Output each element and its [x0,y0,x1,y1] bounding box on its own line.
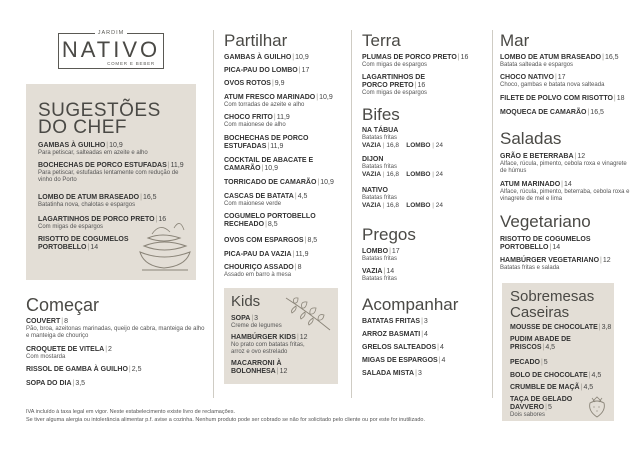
sugestoes-item-5: RISOTTO DE COGUMELOS PORTOBELLO|14 [38,236,129,251]
terra-title: Terra [362,31,401,50]
comecar-title: Começar [26,295,100,315]
acompanhar-item-1: BATATAS FRITAS|3 [362,318,428,325]
divider-1 [213,30,214,398]
comecar-item-4: SOPA DO DIA|3,5 [26,380,86,387]
sobremesas-title-2: Caseiras [510,304,570,321]
kids-item-3: MACARRONI À BOLONHESA|12 [231,360,288,375]
partilhar-item-11: OVOS COM ESPARGOS|8,5 [224,237,318,244]
divider-2 [351,30,352,398]
acompanhar-item-5: SALADA MISTA|3 [362,370,422,377]
partilhar-item-3: OVOS ROTOS|9,9 [224,80,285,87]
partilhar-item-2: PICA-PAU DO LOMBO|17 [224,67,310,74]
comecar-item-2: CROQUETE DE VITELA|2 Com mostarda [26,346,112,360]
pregos-item-2: VAZIA|14 Batatas fritas [362,268,398,282]
partilhar-item-6: BOCHECHAS DE PORCO ESTUFADAS|11,9 [224,135,309,150]
sobremesas-title-1: Sobremesas [510,288,595,305]
acompanhar-item-4: MIGAS DE ESPARGOS|4 [362,357,446,364]
sobremesas-item-2: PUDIM ABADE DE PRISCOS|4,5 [510,336,571,351]
sugestoes-title-1: SUGESTÕES [38,100,161,121]
sobremesas-item-4: BOLO DE CHOCOLATE|4,5 [510,372,602,379]
kids-item-1: SOPA|3 Creme de legumes [231,315,282,329]
partilhar-item-5: CHOCO FRITO|11,9 Com maionese de alho [224,114,290,128]
mar-item-1: LOMBO DE ATUM BRASEADO|16,5 Batata salteada e espargos [500,54,619,68]
mar-item-2: CHOCO NATIVO|17 Choco, gambas e batata nova salteada [500,74,605,88]
partilhar-item-1: GAMBAS À GUILHO|10,9 [224,54,309,61]
mar-title: Mar [500,31,530,50]
brand-name: NATIVO [61,37,161,62]
brand-small: JARDIM [59,30,163,36]
sugestoes-item-3: LOMBO DE ATUM BRASEADO|16,5 Batatinha nova, chalotas e espargos [38,194,157,208]
sugestoes-item-1: GAMBAS À GUILHO|10,9 Para petiscar, salteadas em azeite e alho [38,142,148,156]
kids-item-2: HAMBÚRGER KIDS|12 No prato com batatas fritas, arroz e ovo estrelado [231,334,308,355]
pregos-title: Pregos [362,225,416,244]
acompanhar-item-2: ARROZ BASMATI|4 [362,331,428,338]
pregos-item-1: LOMBO|17 Batatas fritas [362,248,400,262]
sobremesas-item-3: PECADO|5 [510,359,548,366]
saladas-item-1: GRÃO E BETERRABA|12 Alface, rúcula, pimento, cebola roxa e vinagrete de húmus [500,153,627,174]
bifes-item-1: NA TÁBUA Batatas fritas VAZIA | 16,8 LOMBO | 24 [362,127,444,149]
brand-logo [58,30,164,69]
footer-note-1: IVA incluído à taxa legal em vigor. Neste estabelecimento existe livro de reclamações. [26,409,236,415]
saladas-title: Saladas [500,129,562,148]
mar-item-3: FILETE DE POLVO COM RISOTTO|18 [500,95,625,102]
partilhar-item-12: PICA-PAU DA VAZIA|11,9 [224,251,309,258]
bifes-item-2: DIJON Batatas fritas VAZIA | 16,8 LOMBO | 24 [362,156,444,178]
vegetariano-item-1: RISOTTO DE COGUMELOS PORTOBELLO|14 [500,236,591,251]
comecar-item-1: COUVERT|8 Pão, broa, azeitonas marinadas, queijo de cabra, manteiga de alho e manteiga de chouriço [26,318,205,339]
kids-title: Kids [231,293,261,310]
partilhar-item-4: ATUM FRESCO MARINADO|10,9 Com torradas de azeite e alho [224,94,333,108]
sobremesas-item-5: CRUMBLE DE MAÇÃ|4,5 [510,384,594,391]
vegetariano-title: Vegetariano [500,212,591,231]
divider-3 [492,30,493,398]
acompanhar-title: Acompanhar [362,295,459,314]
mar-item-4: MOQUECA DE CAMARÃO|16,5 [500,109,604,116]
sobremesas-item-6: TAÇA DE GELADO DAVVERO|5 Dois sabores [510,396,573,418]
bifes-item-3: NATIVO Batatas fritas VAZIA | 16,8 LOMBO | 24 [362,187,444,209]
vegetariano-item-2: HAMBÚRGER VEGETARIANO|12 Batatas fritas e salada [500,257,611,271]
acompanhar-item-3: GRELOS SALTEADOS|4 [362,344,444,351]
terra-item-1: PLUMAS DE PORCO PRETO|16 Com migas de espargos [362,54,469,68]
terra-item-2: LAGARTINHOS DE PORCO PRETO|16 Com migas de espargos [362,74,428,96]
strawberry-icon [584,395,610,419]
partilhar-item-9: CASCAS DE BATATA|4,5 Com maionese verde [224,193,308,207]
saladas-item-2: ATUM MARINADO|14 Alface, rúcula, pimento, beterraba, cebola roxa e vinagrete de mel e lima [500,181,630,202]
sobremesas-item-1: MOUSSE DE CHOCOLATE|3,8 [510,324,612,331]
partilhar-item-10: COGUMELO PORTOBELLO RECHEADO|8,5 [224,213,316,228]
footer-note-2: Se tiver alguma alergia ou intolerância alimentar p.f. avise a cozinha. Nenhum produto pode ser cobrado se não for solicitado pelo cliente ou por este for inutilizado. [26,417,425,423]
bifes-title: Bifes [362,105,400,124]
partilhar-item-13: CHOURIÇO ASSADO|8 Assado em barro à mesa [224,264,302,278]
brand-tagline: COMER E BEBER [107,61,155,66]
partilhar-title: Partilhar [224,31,288,50]
partilhar-item-8: TORRICADO DE CAMARÃO|10,9 [224,179,334,186]
sugestoes-item-2: BOCHECHAS DE PORCO ESTUFADAS|11,9 Para petiscar, estufadas lentamente com redução de vinho do Porto [38,162,184,183]
sugestoes-title-2: DO CHEF [38,117,127,138]
partilhar-item-7: COCKTAIL DE ABACATE E CAMARÃO|10,9 [224,157,314,172]
sugestoes-item-4: LAGARTINHOS DE PORCO PRETO|16 Com migas de espargos [38,216,167,230]
comecar-item-3: RISSOL DE GAMBA À GUILHO|2,5 [26,366,142,373]
